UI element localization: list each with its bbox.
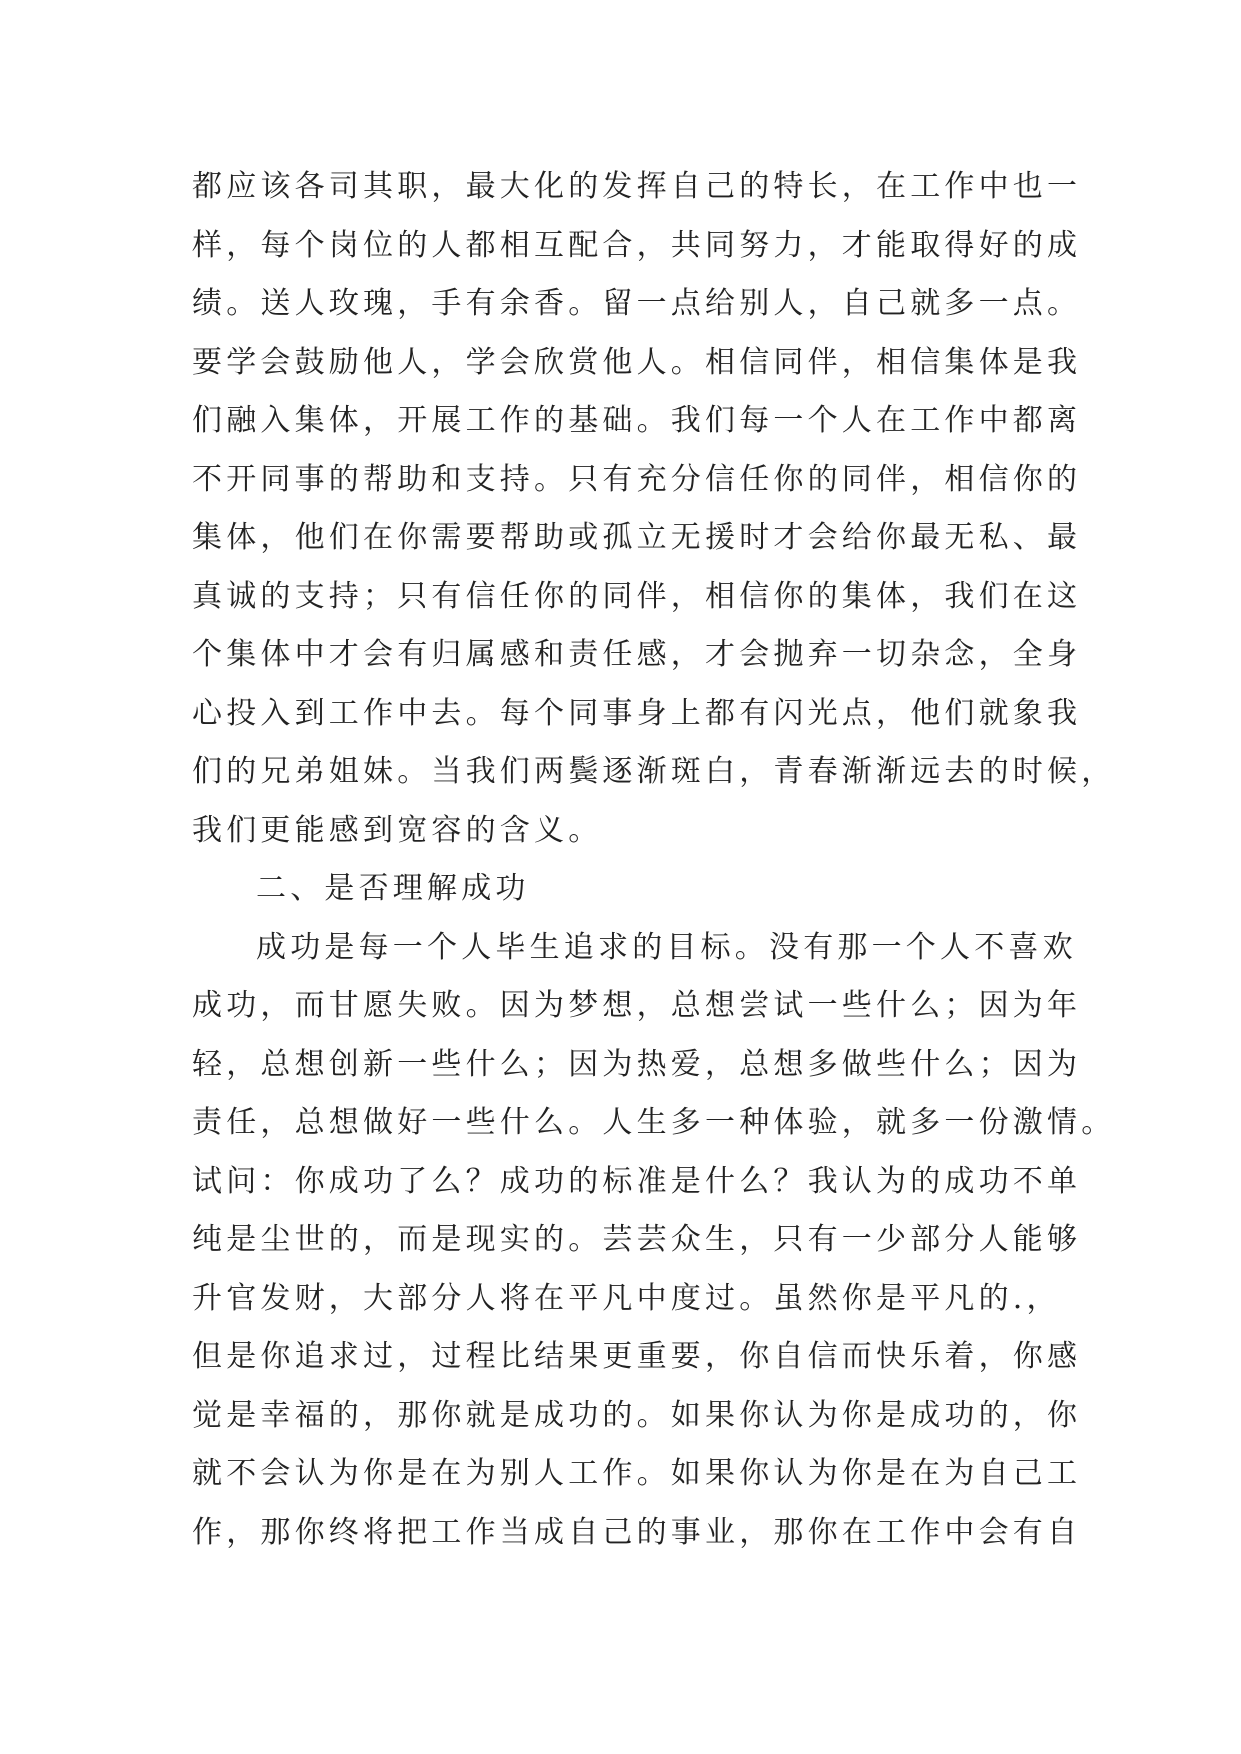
paragraph-line: 们融入集体，开展工作的基础。我们每一个人在工作中都离 [192,403,1082,438]
paragraph-line: 绩。送人玫瑰，手有余香。留一点给别人，自己就多一点。 [192,286,1082,321]
paragraph-line: 轻，总想创新一些什么；因为热爱，总想多做些什么；因为 [192,1046,1082,1082]
paragraph-line: 责任，总想做好一些什么。人生多一种体验，就多一份激情。 [192,1105,1116,1140]
paragraph-line: 要学会鼓励他人，学会欣赏他人。相信同伴，相信集体是我 [192,344,1082,380]
paragraph-line: 试问：你成功了么？成功的标准是什么？我认为的成功不单 [192,1163,1082,1199]
paragraph-line: 成功是每一个人毕生追求的目标。没有那一个人不喜欢 [256,929,1077,965]
paragraph-line: 升官发财，大部分人将在平凡中度过。虽然你是平凡的.， [192,1280,1061,1316]
paragraph-line: 我们更能感到宽容的含义。 [192,812,603,848]
paragraph-line: 们的兄弟姐妹。当我们两鬓逐渐斑白，青春渐渐远去的时候， [192,754,1116,789]
paragraph-line: 样，每个岗位的人都相互配合，共同努力，才能取得好的成 [192,227,1082,263]
paragraph-line: 个集体中才会有归属感和责任感，才会抛弃一切杂念，全身 [192,637,1082,672]
paragraph-line: 但是你追求过，过程比结果更重要，你自信而快乐着，你感 [192,1339,1082,1374]
paragraph-line: 真诚的支持；只有信任你的同伴，相信你的集体，我们在这 [192,578,1082,614]
paragraph-line: 作，那你终将把工作当成自己的事业，那你在工作中会有自 [192,1514,1082,1550]
paragraph-line: 就不会认为你是在为别人工作。如果你认为你是在为自己工 [192,1456,1082,1491]
paragraph-line: 心投入到工作中去。每个同事身上都有闪光点，他们就象我 [192,695,1082,731]
paragraph-line: 觉是幸福的，那你就是成功的。如果你认为你是成功的，你 [192,1397,1082,1433]
paragraph-line: 都应该各司其职，最大化的发挥自己的特长，在工作中也一 [192,169,1082,204]
paragraph-line: 纯是尘世的，而是现实的。芸芸众生，只有一少部分人能够 [192,1222,1082,1257]
section-heading: 二、是否理解成功 [256,871,530,906]
paragraph-line: 成功，而甘愿失败。因为梦想，总想尝试一些什么；因为年 [192,988,1082,1023]
body-text [192,158,1116,1562]
paragraph-line: 不开同事的帮助和支持。只有充分信任你的同伴，相信你的 [192,461,1082,497]
paragraph-line: 集体，他们在你需要帮助或孤立无援时才会给你最无私、最 [192,520,1082,555]
